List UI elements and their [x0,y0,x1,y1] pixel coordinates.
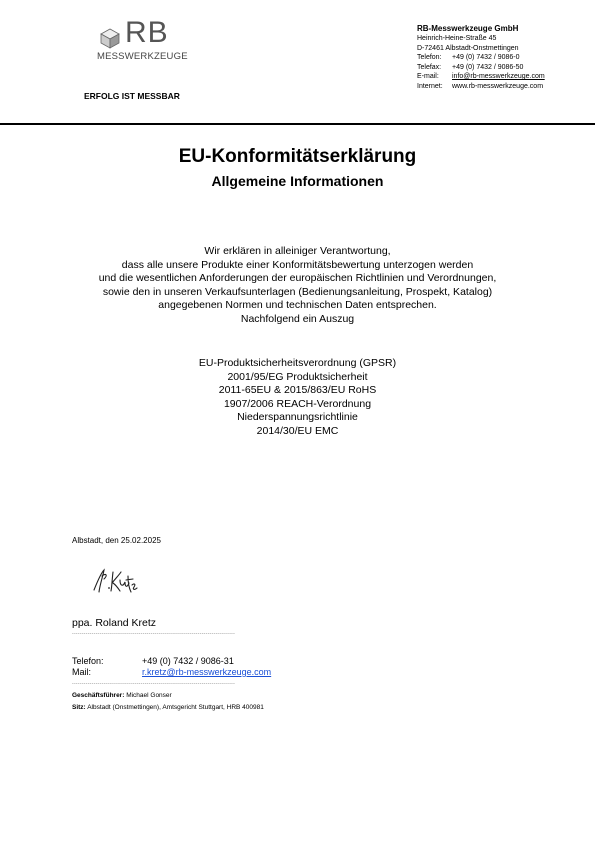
logo-subtitle: MESSWERKZEUGE [97,51,188,62]
company-seat-value: Albstadt (Onstmettingen), Amtsgericht Stuttgart, HRB 400981 [87,704,264,711]
cube-logo-icon [97,26,123,50]
company-phone-label: Telefon: [417,54,442,61]
company-seat [72,704,264,711]
contact-block [72,656,271,678]
company-fax-label: Telefax: [417,63,442,71]
document-title: EU-Konformitätserklärung [178,146,417,167]
regulation-item: 1907/2006 REACH-Verordnung [223,397,372,410]
declaration-text [0,245,595,326]
declaration-line: und die wesentlichen Anforderungen der europäischen Richtlinien und Verordnungen, [98,272,497,284]
company-phone: +49 (0) 7432 / 9086-0 [452,54,520,61]
contact-mail-label: Mail: [72,667,92,677]
logo-mark: RB [125,16,169,49]
document-subtitle: Allgemeine Informationen [211,173,384,189]
company-seat-label: Sitz: [72,704,86,711]
company-web: www.rb-messwerkzeuge.com [452,82,544,90]
company-street: Heinrich-Heine-Straße 45 [417,35,497,42]
company-web-label: Internet: [417,82,443,90]
handwritten-signature [90,566,140,596]
declaration-line: Wir erklären in alleiniger Verantwortung, [204,245,391,257]
regulation-item: EU-Produktsicherheitsverordnung (GPSR) [198,357,397,369]
company-address [417,23,545,91]
contact-phone-label: Telefon: [72,656,104,666]
separator-line: ----------------------------------------------------------------------------------- [72,681,236,687]
company-fax-row [417,63,545,73]
company-fax: +49 (0) 7432 / 9086-50 [452,63,524,71]
declaration-line: dass alle unsere Produkte einer Konformitätsbewertung unterzogen werden [121,258,474,271]
slogan: ERFOLG IST MESSBAR [84,91,180,101]
contact-mail-link[interactable]: r.kretz@rb-messwerkzeuge.com [142,667,272,677]
header-divider [0,123,595,125]
company-logo [97,16,189,66]
place-date: Albstadt, den 25.02.2025 [72,536,161,545]
managing-director [72,692,172,699]
company-city: D-72461 Albstadt-Onstmettingen [417,44,519,52]
company-email-label: E-mail: [417,73,439,80]
managing-director-label: Geschäftsführer: [72,692,125,699]
contact-phone-row [72,656,271,667]
declaration-line: sowie den in unseren Verkaufsunterlagen (Bedienungsanleitung, Prospekt, Katalog) [102,285,493,298]
company-email-link[interactable]: info@rb-messwerkzeuge.com [452,73,545,80]
regulation-item: 2001/95/EG Produktsicherheit [227,370,368,383]
regulation-item: 2014/30/EU EMC [256,424,339,437]
declaration-line: angegebenen Normen und technischen Daten entsprechen. [158,299,437,311]
regulation-item: 2011-65EU & 2015/863/EU RoHS [218,384,377,396]
separator-line: ----------------------------------------------------------------------------------- [72,631,236,637]
company-email-row [417,72,545,82]
company-name: RB-Messwerkzeuge GmbH [417,24,519,33]
contact-phone: +49 (0) 7432 / 9086-31 [142,656,234,666]
company-phone-row [417,53,545,63]
managing-director-name: Michael Gonser [126,692,172,699]
contact-mail-row [72,667,271,678]
signer-name: ppa. Roland Kretz [72,617,157,629]
declaration-line: Nachfolgend ein Auszug [240,312,355,325]
company-web-row [417,82,545,92]
regulations-list [0,357,595,438]
regulation-item: Niederspannungsrichtlinie [237,411,358,423]
